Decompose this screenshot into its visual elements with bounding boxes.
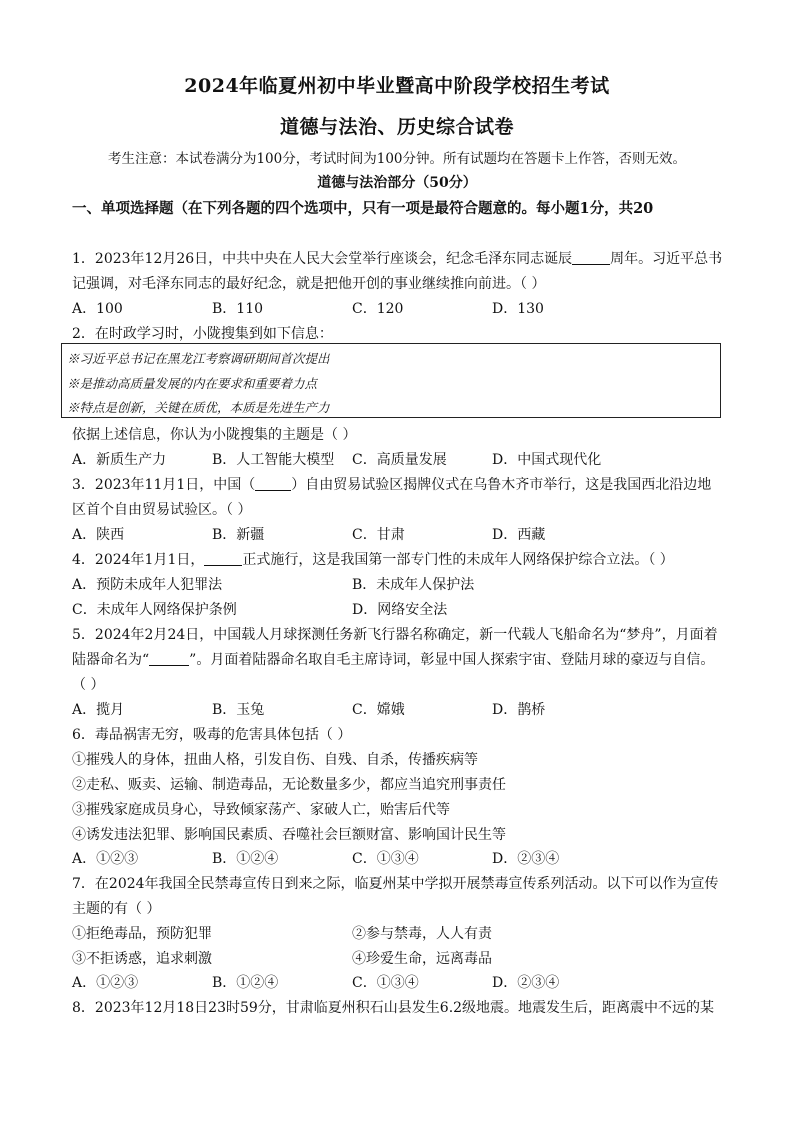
q7-item-2: ②参与禁毒，人人有责	[352, 926, 492, 942]
q1-option-a: A．100	[72, 301, 123, 317]
q3-text-a: 3．2023年11月1日，中国（	[72, 477, 256, 493]
q2-info-3: ※特点是创新，关键在质优，本质是先进生产力	[67, 400, 330, 415]
q4-text-b: 正式施行，这是我国第一部专门性的未成年人网络保护综合立法。（ ）	[242, 552, 674, 568]
q6-option-c: C．①③④	[352, 851, 419, 867]
q3-blank	[255, 476, 291, 491]
q5-line1: 5．2024年2月24日，中国载人月球探测任务新飞行器名称确定，新一代载人飞船命名为“梦舟”，月面着	[72, 627, 718, 643]
q7-option-b: B．①②④	[212, 975, 279, 991]
q1-blank	[572, 250, 610, 265]
q2-stem: 2．在时政学习时，小陇搜集到如下信息：	[72, 326, 333, 342]
q6-option-a: A．①②③	[72, 851, 139, 867]
q7-item-4: ④珍爱生命，远离毒品	[352, 951, 492, 967]
q7-option-a: A．①②③	[72, 975, 139, 991]
q5-option-b: B．玉兔	[212, 702, 265, 718]
q4-option-c: C．未成年人网络保护条例	[72, 602, 237, 618]
q2-option-a: A．新质生产力	[72, 452, 167, 468]
q5-option-a: A．揽月	[72, 702, 125, 718]
q5-text-a: 陆器命名为“	[72, 652, 150, 668]
q1-text-a: 1．2023年12月26日，中共中央在人民大会堂举行座谈会，纪念毛泽东同志诞辰	[72, 251, 573, 267]
q7-line1: 7．在2024年我国全民禁毒宣传日到来之际，临夏州某中学拟开展禁毒宣传系列活动。以下可以作为宣传	[72, 876, 719, 892]
q4-text-a: 4．2024年1月1日，	[72, 552, 205, 568]
q5-text-b: ”。月面着陆器命名取自毛主席诗词，彰显中国人探索宇宙、登陆月球的豪迈与自信。	[189, 652, 715, 668]
q5-option-c: C．嫦娥	[352, 702, 405, 718]
q2-option-c: C．高质量发展	[352, 452, 447, 468]
q3-text-b: ）自由贸易试验区揭牌仪式在乌鲁木齐市举行，这是我国西北沿边地	[291, 477, 712, 493]
exam-subtitle: 道德与法治、历史综合试卷	[279, 116, 514, 138]
q1-line1	[72, 248, 722, 268]
q1-option-b: B．110	[212, 301, 264, 317]
q2-info-1: ※习近平总书记在黑龙江考察调研期间首次提出	[67, 351, 330, 366]
q4-blank	[204, 551, 242, 566]
q1-text-b: 周年。习近平总书	[610, 251, 722, 267]
q7-line2: 主题的有（ ）	[72, 901, 161, 917]
q2-info-2: ※是推动高质量发展的内在要求和重要着力点	[67, 376, 318, 391]
q1-option-d: D．130	[492, 301, 544, 317]
q6-item-4: ④诱发违法犯罪、影响国民素质、吞噬社会巨额财富、影响国计民生等	[72, 827, 506, 843]
q1-option-c: C．120	[352, 301, 404, 317]
q5-blank	[149, 651, 189, 666]
q5-line3: （ ）	[72, 677, 105, 693]
q2-option-b: B．人工智能大模型	[212, 452, 335, 468]
q3-option-b: B．新疆	[212, 527, 265, 543]
q7-option-c: C．①③④	[352, 975, 419, 991]
q7-item-3: ③不拒诱惑，追求刺激	[72, 951, 212, 967]
q4-option-d: D．网络安全法	[352, 602, 448, 618]
q7-option-d: D．②③④	[492, 975, 560, 991]
q4-line1	[72, 549, 722, 569]
part-title: 道德与法治部分（50分）	[317, 175, 477, 191]
q6-option-b: B．①②④	[212, 851, 279, 867]
q3-line1	[72, 474, 722, 494]
exam-notice: 考生注意：本试卷满分为100分，考试时间为100分钟。所有试题均在答题卡上作答，否则无效。	[107, 151, 687, 167]
q4-option-b: B．未成年人保护法	[352, 577, 475, 593]
q5-line2	[72, 649, 722, 669]
q3-option-a: A．陕西	[72, 527, 125, 543]
q5-option-d: D．鹊桥	[492, 702, 546, 718]
q3-line2: 区首个自由贸易试验区。（ ）	[72, 502, 252, 518]
q6-option-d: D．②③④	[492, 851, 560, 867]
q6-item-1: ①摧残人的身体，扭曲人格，引发自伤、自残、自杀，传播疾病等	[72, 752, 478, 768]
q7-item-1: ①拒绝毒品，预防犯罪	[72, 926, 212, 942]
q6-stem: 6．毒品祸害无穷，吸毒的危害具体包括（ ）	[72, 727, 352, 743]
q6-item-2: ②走私、贩卖、运输、制造毒品，无论数量多少，都应当追究刑事责任	[72, 777, 506, 793]
q1-line2: 记强调，对毛泽东同志的最好纪念，就是把他开创的事业继续推向前进。（ ）	[72, 276, 546, 292]
q6-item-3: ③摧残家庭成员身心，导致倾家荡产、家破人亡，贻害后代等	[72, 802, 450, 818]
q4-option-a: A．预防未成年人犯罪法	[72, 577, 223, 593]
q3-option-d: D．西藏	[492, 527, 546, 543]
q2-ask: 依据上述信息，你认为小陇搜集的主题是（ ）	[72, 427, 357, 443]
exam-title: 2024年临夏州初中毕业暨高中阶段学校招生考试	[184, 75, 610, 97]
q8-line1: 8．2023年12月18日23时59分，甘肃临夏州积石山县发生6.2级地震。地震发生后，距离震中不远的某	[72, 1000, 715, 1016]
q3-option-c: C．甘肃	[352, 527, 405, 543]
section-heading: 一、单项选择题（在下列各题的四个选项中，只有一项是最符合题意的。每小题1分，共20	[72, 200, 654, 217]
q2-option-d: D．中国式现代化	[492, 452, 602, 468]
q2-info-box	[61, 343, 721, 418]
